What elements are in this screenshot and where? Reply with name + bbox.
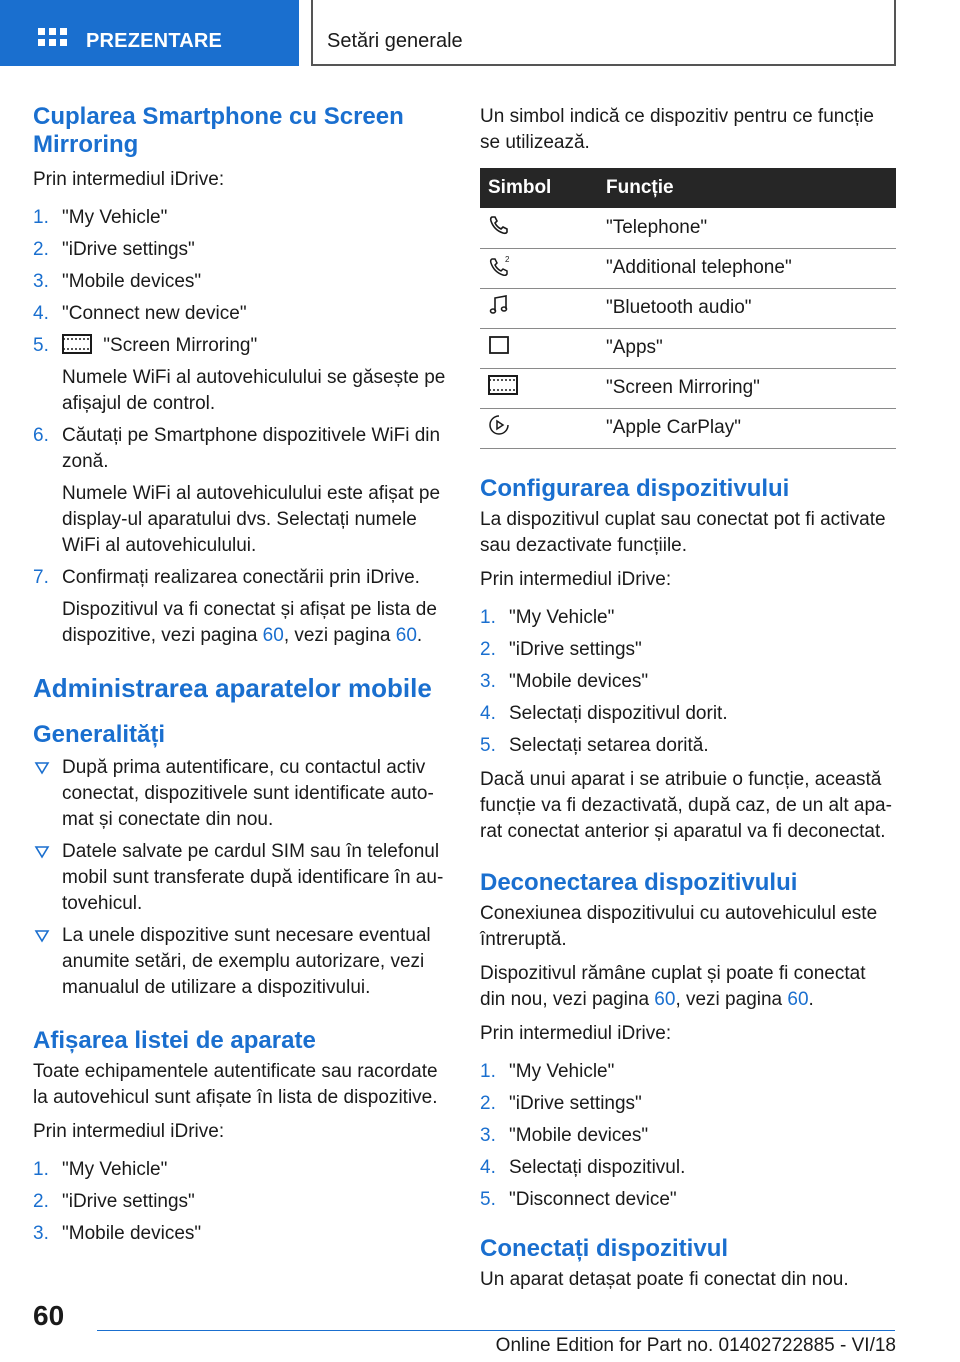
symbol-intro: Un simbol indică ce dispozitiv pentru ce funcție se utilizează. [480,106,874,153]
disconnect-title: Deconectarea dispozitivului [480,868,798,896]
config-intro: La dispozitivul cuplat sau conectat pot fi activate sau dezactivate funcțiile. [480,508,886,556]
list-item: 3. "Mobile devices" [480,1124,649,1146]
device-list-intro: Toate echipamentele autentificate sau racordate la autovehicul sunt afișate în lista de dispozitive. [33,1061,438,1108]
svg-text:2: 2 [505,255,510,264]
connect-intro: Un aparat detașat poate fi conectat din nou. [480,1268,849,1290]
disconnect-via: Prin intermediul iDrive: [480,1022,672,1044]
list-item: După prima autentificare, cu contactul activ conectat, dispozitivele sunt identificate automat și conectate din nou. [33,755,449,833]
config-title: Configurarea dispozitivului [480,474,790,502]
list-item: 1. "My Vehicle" [33,1159,168,1180]
disconnect-steps [480,1059,896,1213]
screen-mirroring-icon [488,375,518,395]
telephone-icon [488,214,510,236]
symbol-table [480,168,896,449]
list-item: 2. "iDrive settings" [33,1191,195,1212]
list-item: 2. "iDrive settings" [480,638,642,660]
header-chapter-box [311,0,896,66]
additional-telephone-icon [488,254,512,276]
list-item: Datele salvate pe cardul SIM sau în telefonul mobil sunt transferate după identificare în autovehicul. [33,839,449,917]
page-link[interactable]: 60 [787,988,809,1010]
general-bullets [33,755,449,1001]
table-header: Funcție [598,168,896,208]
left-column [33,96,449,1247]
pairing-title: Cuplarea Smartphone cu Screen Mirroring [33,103,404,158]
list-item: 1. "My Vehicle" [480,1060,615,1082]
table-header: Simbol [480,168,598,208]
triangle-bullet-icon [34,761,50,775]
disconnect-note: Dispozitivul rămâne cuplat și poate fi conectat din nou, vezi pagina 60, vezi pagina 60. [480,962,866,1010]
list-item: 4. "Connect new device" [33,303,247,324]
list-item: 7. Confirmați realizarea conectării prin iDrive. Dispozitivul va fi conectat și afișat pe lista de dispozitive, vezi pagina 60, vezi pagina 60. [33,567,437,646]
table-row: "Apps" [480,328,896,368]
device-list-title: Afișarea listei de aparate [33,1027,316,1054]
general-title: Generalități [33,721,166,748]
list-item: 5. Selectați setarea dorită. [480,734,709,756]
list-item: 1. "My Vehicle" [480,606,615,628]
table-row: "Apple CarPlay" [480,408,896,448]
config-via: Prin intermediul iDrive: [480,568,672,590]
disconnect-intro: Conexiunea dispozitivului cu autovehiculul este întreruptă. [480,902,878,950]
apple-carplay-icon [488,414,510,436]
list-item: 6. Căutați pe Smartphone dispozitivele WiFi din zonă. Numele WiFi al autovehiculului este afișat pe display-ul aparatului dvs. Selectați numele WiFi al autovehiculului. [33,425,441,556]
triangle-bullet-icon [34,929,50,943]
admin-title: Administrarea aparatelor mobile [33,673,432,703]
screen-mirroring-icon [62,334,92,354]
device-list-steps [33,1157,449,1247]
list-item: 5. "Screen Mirroring" Numele WiFi al autovehiculului se găsește pe afișajul de control. [33,335,446,414]
page-link[interactable]: 60 [395,625,417,646]
list-item: 3. "Mobile devices" [33,1223,202,1244]
footer-edition: Online Edition for Part no. 01402722885 - VI/18 [495,1335,896,1356]
table-row: "Bluetooth audio" [480,288,896,328]
config-outro: Dacă unui aparat i se atribuie o funcție, această funcție va fi dezactivată, după caz, de un alt aparat conectat anterior și aparatul va fi deconectat. [480,768,892,842]
page-link[interactable]: 60 [654,988,676,1010]
config-steps [480,605,896,759]
list-item: 3. "Mobile devices" [480,670,649,692]
right-column [480,96,896,1293]
table-row: "Screen Mirroring" [480,368,896,408]
device-list-via: Prin intermediul iDrive: [33,1121,225,1142]
list-item: 5. "Disconnect device" [480,1188,677,1210]
page-number: 60 [33,1300,65,1331]
connect-title: Conectați dispozitivul [480,1234,729,1262]
list-item: 2. "iDrive settings" [33,239,195,260]
pairing-steps [33,205,449,649]
list-item: 3. "Mobile devices" [33,271,202,292]
list-item: 2. "iDrive settings" [480,1092,642,1114]
header-chapter-title: Setări generale [327,30,463,52]
music-note-icon [488,294,510,316]
table-row: "Telephone" [480,208,896,248]
pairing-intro: Prin intermediul iDrive: [33,169,225,190]
page-link[interactable]: 60 [262,625,284,646]
apps-icon [488,334,510,356]
header-section-tab [0,0,299,66]
list-item: 4. Selectați dispozitivul. [480,1156,686,1178]
header-section-title: PREZENTARE [86,30,223,52]
triangle-bullet-icon [34,845,50,859]
list-item: La unele dispozitive sunt necesare eventual anumite setări, de exemplu autorizare, vezi manualul de utilizare a dispozitivului. [33,923,449,1001]
list-item: 4. Selectați dispozitivul dorit. [480,702,728,724]
list-item: 1. "My Vehicle" [33,207,168,228]
grid-menu-icon [38,28,68,52]
table-row: 2 "Additional telephone" [480,248,896,288]
footer-divider [97,1330,895,1331]
